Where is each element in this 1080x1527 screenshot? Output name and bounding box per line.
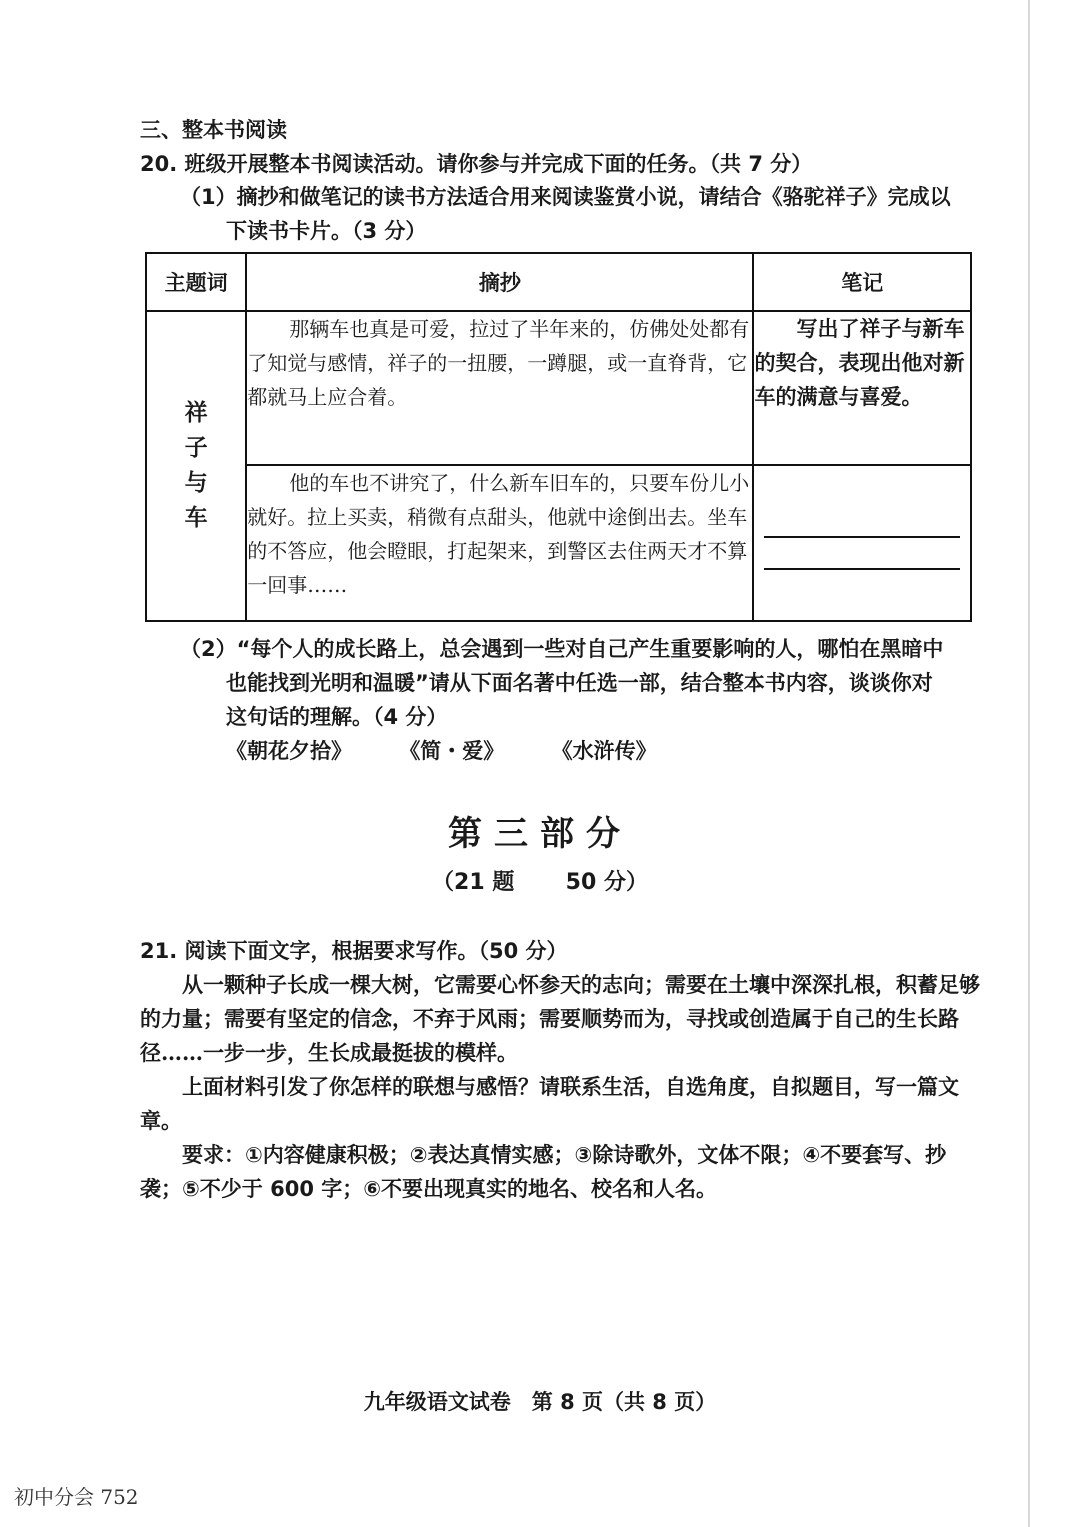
book-option: 《朝花夕拾》 xyxy=(226,738,352,763)
note-cell-1: 写出了祥子与新车的契合，表现出他对新车的满意与喜爱。 xyxy=(753,311,971,465)
header-theme: 主题词 xyxy=(146,253,246,311)
question-21-requirements: 要求：①内容健康积极；②表达真情实感；③除诗歌外，文体不限；④不要套写、抄袭；⑤不少于 600 字；⑥不要出现真实的地名、校名和人名。 xyxy=(140,1143,947,1201)
book-option: 《水浒传》 xyxy=(551,738,657,763)
table-row xyxy=(146,311,971,465)
part-subtitle-score: 50 分） xyxy=(565,870,648,895)
theme-char: 祥 xyxy=(184,400,208,426)
excerpt-cell-2: 他的车也不讲究了，什么新车旧车的，只要车份儿小就好。拉上买卖，稍微有点甜头，他就中途倒出去。坐车的不答应，他会瞪眼，打起架来，到警区去住两天才不算一回事…… xyxy=(246,465,753,621)
question-21-stem: 21. 阅读下面文字，根据要求写作。（50 分） xyxy=(140,939,568,963)
question-20-stem: 20. 班级开展整本书阅读活动。请你参与并完成下面的任务。（共 7 分） xyxy=(140,152,813,176)
theme-char: 子 xyxy=(184,435,208,461)
excerpt-cell-1: 那辆车也真是可爱，拉过了半年来的，仿佛处处都有了知觉与感情，祥子的一扭腰，一蹲腿，或一直脊背，它都就马上应合着。 xyxy=(246,311,753,465)
table-row xyxy=(146,465,971,621)
reading-card-table xyxy=(145,252,972,622)
theme-cell xyxy=(146,311,246,621)
part-subtitle xyxy=(0,866,1080,900)
answer-blank-line xyxy=(764,568,960,570)
section-heading: 三、整本书阅读 xyxy=(140,118,287,142)
part-title: 第三部分 xyxy=(448,814,632,854)
scan-edge-line xyxy=(1028,0,1030,1527)
header-note: 笔记 xyxy=(753,253,971,311)
question-20-part2-line3: 这句话的理解。（4 分） xyxy=(226,705,448,729)
question-20-part1-line2: 下读书卡片。（3 分） xyxy=(226,219,427,243)
part-subtitle-question: （21 题 xyxy=(432,870,515,895)
question-21-material: 从一颗种子长成一棵大树，它需要心怀参天的志向；需要在土壤中深深扎根，积蓄足够的力量；需要有坚定的信念，不弃于风雨；需要顺势而为，寻找或创造属于自己的生长路径……一步一步，生长成最挺拔的模样。 xyxy=(140,972,980,1065)
question-20-part2-line2: 也能找到光明和温暖”请从下面名著中任选一部，结合整本书内容，谈谈你对 xyxy=(226,671,933,695)
table-header-row xyxy=(146,253,971,311)
question-20-part1-line1: （1）摘抄和做笔记的读书方法适合用来阅读鉴赏小说，请结合《骆驼祥子》完成以 xyxy=(180,185,951,209)
theme-char: 与 xyxy=(184,470,208,496)
book-options xyxy=(226,734,697,768)
question-20-part2-line1: （2）“每个人的成长路上，总会遇到一些对自己产生重要影响的人，哪怕在黑暗中 xyxy=(180,637,944,661)
question-21-prompt: 上面材料引发了你怎样的联想与感悟？请联系生活，自选角度，自拟题目，写一篇文章。 xyxy=(140,1075,959,1133)
header-excerpt: 摘抄 xyxy=(246,253,753,311)
theme-char: 车 xyxy=(184,505,208,531)
note-cell-2-answer-area[interactable] xyxy=(753,465,971,621)
answer-blank-line xyxy=(764,536,960,538)
book-option: 《简・爱》 xyxy=(399,738,505,763)
watermark-text: 初中分会 752 xyxy=(14,1485,139,1509)
page-footer: 九年级语文试卷 第 8 页（共 8 页） xyxy=(363,1390,717,1414)
